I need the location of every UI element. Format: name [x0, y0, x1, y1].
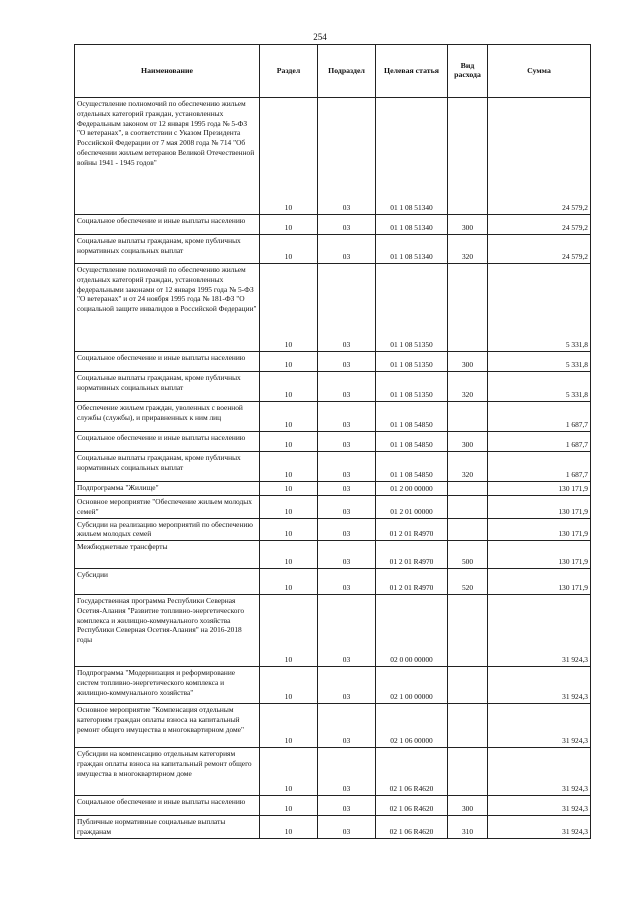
table-row: [75, 402, 591, 432]
cell-amount: 1 687,7: [488, 402, 591, 432]
cell-name: Субсидии: [75, 569, 260, 595]
cell-name: Государственная программа Республики Северная Осетия-Алания "Развитие топливно-энергетического комплекса и жилищно-коммунального хозяйства Республики Северная Осетия-Алания" на 2016-2018 годы: [75, 595, 260, 667]
cell-section: 10: [260, 541, 318, 569]
cell-name: Обеспечение жильем граждан, уволенных с военной службы (службы), и приравненных к ним лиц: [75, 402, 260, 432]
cell-expense-type: 520: [448, 569, 488, 595]
cell-section: 10: [260, 482, 318, 496]
cell-amount: 31 924,3: [488, 704, 591, 748]
table-row: [75, 595, 591, 667]
cell-subsection: 03: [318, 667, 376, 704]
cell-subsection: 03: [318, 595, 376, 667]
cell-subsection: 03: [318, 235, 376, 264]
cell-expense-type: [448, 518, 488, 541]
cell-target: 02 1 06 R4620: [376, 796, 448, 816]
cell-amount: 24 579,2: [488, 98, 591, 215]
cell-section: 10: [260, 452, 318, 482]
cell-target: 01 2 01 00000: [376, 496, 448, 519]
cell-subsection: 03: [318, 432, 376, 452]
cell-name: Межбюджетные трансферты: [75, 541, 260, 569]
column-header-section: Раздел: [260, 45, 318, 98]
cell-expense-type: 300: [448, 352, 488, 372]
cell-subsection: 03: [318, 372, 376, 402]
table-row: [75, 569, 591, 595]
cell-expense-type: 500: [448, 541, 488, 569]
cell-subsection: 03: [318, 352, 376, 372]
table-row: [75, 748, 591, 796]
cell-expense-type: [448, 496, 488, 519]
table-row: [75, 704, 591, 748]
cell-subsection: 03: [318, 796, 376, 816]
cell-amount: 31 924,3: [488, 748, 591, 796]
cell-subsection: 03: [318, 98, 376, 215]
cell-amount: 31 924,3: [488, 816, 591, 839]
column-header-expense-type: Вид расхода: [448, 45, 488, 98]
cell-section: 10: [260, 235, 318, 264]
cell-amount: 130 171,9: [488, 541, 591, 569]
cell-expense-type: 320: [448, 372, 488, 402]
cell-section: 10: [260, 372, 318, 402]
cell-expense-type: 300: [448, 432, 488, 452]
cell-name: Субсидии на компенсацию отдельным категориям граждан оплаты взноса на капитальный ремонт общего имущества в многоквартирном доме: [75, 748, 260, 796]
cell-name: Социальные выплаты гражданам, кроме публичных нормативных социальных выплат: [75, 372, 260, 402]
cell-expense-type: 320: [448, 235, 488, 264]
cell-subsection: 03: [318, 541, 376, 569]
cell-section: 10: [260, 704, 318, 748]
cell-section: 10: [260, 402, 318, 432]
column-header-amount: Сумма: [488, 45, 591, 98]
cell-subsection: 03: [318, 452, 376, 482]
cell-target: 01 1 08 51340: [376, 235, 448, 264]
cell-target: 02 1 06 R4620: [376, 816, 448, 839]
table-row: [75, 496, 591, 519]
cell-section: 10: [260, 352, 318, 372]
cell-target: 01 1 08 51340: [376, 98, 448, 215]
table-row: [75, 518, 591, 541]
cell-expense-type: [448, 264, 488, 352]
cell-name: Социальное обеспечение и иные выплаты населению: [75, 215, 260, 235]
cell-amount: 130 171,9: [488, 482, 591, 496]
cell-expense-type: 300: [448, 796, 488, 816]
cell-name: Подпрограмма "Модернизация и реформирование систем топливно-энергетического комплекса и жилищно-коммунального хозяйства": [75, 667, 260, 704]
cell-target: 02 0 00 00000: [376, 595, 448, 667]
table-row: [75, 235, 591, 264]
cell-subsection: 03: [318, 748, 376, 796]
column-header-name: Наименование: [75, 45, 260, 98]
cell-name: Основное мероприятие "Компенсация отдельным категориям граждан оплаты взноса на капитальный ремонт общего имущества в многоквартирном доме": [75, 704, 260, 748]
cell-section: 10: [260, 432, 318, 452]
table-row: [75, 482, 591, 496]
cell-expense-type: 320: [448, 452, 488, 482]
cell-amount: 5 331,8: [488, 352, 591, 372]
cell-expense-type: [448, 402, 488, 432]
cell-amount: 130 171,9: [488, 496, 591, 519]
cell-target: 01 1 08 54850: [376, 452, 448, 482]
cell-amount: 5 331,8: [488, 264, 591, 352]
cell-expense-type: 300: [448, 215, 488, 235]
cell-name: Социальные выплаты гражданам, кроме публичных нормативных социальных выплат: [75, 235, 260, 264]
column-header-subsection: Подраздел: [318, 45, 376, 98]
cell-subsection: 03: [318, 816, 376, 839]
cell-target: 02 1 00 00000: [376, 667, 448, 704]
cell-amount: 24 579,2: [488, 215, 591, 235]
cell-amount: 1 687,7: [488, 452, 591, 482]
cell-target: 01 2 00 00000: [376, 482, 448, 496]
cell-target: 01 1 08 54850: [376, 402, 448, 432]
cell-amount: 130 171,9: [488, 518, 591, 541]
cell-subsection: 03: [318, 704, 376, 748]
column-header-target: Целевая статья: [376, 45, 448, 98]
cell-amount: 1 687,7: [488, 432, 591, 452]
cell-expense-type: [448, 704, 488, 748]
cell-target: 01 2 01 R4970: [376, 569, 448, 595]
cell-amount: 31 924,3: [488, 595, 591, 667]
cell-section: 10: [260, 569, 318, 595]
table-row: [75, 452, 591, 482]
cell-subsection: 03: [318, 569, 376, 595]
cell-name: Публичные нормативные социальные выплаты гражданам: [75, 816, 260, 839]
cell-amount: 24 579,2: [488, 235, 591, 264]
cell-expense-type: [448, 595, 488, 667]
cell-name: Основное мероприятие "Обеспечение жильем молодых семей": [75, 496, 260, 519]
cell-target: 02 1 06 00000: [376, 704, 448, 748]
cell-target: 01 1 08 54850: [376, 432, 448, 452]
table-row: [75, 352, 591, 372]
cell-section: 10: [260, 667, 318, 704]
table-row: [75, 372, 591, 402]
cell-subsection: 03: [318, 215, 376, 235]
cell-name: Социальное обеспечение и иные выплаты населению: [75, 352, 260, 372]
table-row: [75, 796, 591, 816]
cell-amount: 5 331,8: [488, 372, 591, 402]
cell-target: 01 1 08 51350: [376, 264, 448, 352]
cell-subsection: 03: [318, 264, 376, 352]
cell-section: 10: [260, 595, 318, 667]
cell-amount: 31 924,3: [488, 667, 591, 704]
cell-name: Подпрограмма "Жилище": [75, 482, 260, 496]
cell-section: 10: [260, 264, 318, 352]
table-row: [75, 264, 591, 352]
cell-target: 01 1 08 51350: [376, 372, 448, 402]
cell-subsection: 03: [318, 402, 376, 432]
cell-expense-type: [448, 748, 488, 796]
cell-expense-type: 310: [448, 816, 488, 839]
table-row: [75, 432, 591, 452]
cell-section: 10: [260, 518, 318, 541]
cell-subsection: 03: [318, 496, 376, 519]
table-row: [75, 98, 591, 215]
cell-name: Осуществление полномочий по обеспечению жильем отдельных категорий граждан, установленных Федеральным законом от 12 января 1995 года № 5-ФЗ "О ветеранах", в соответствии с Указом Президента Российской Федерации от 7 мая 2008 года № 714 "Об обеспечении жильем ветеранов Великой Отечественной войны 1941 - 1945 годов": [75, 98, 260, 215]
cell-section: 10: [260, 748, 318, 796]
cell-section: 10: [260, 816, 318, 839]
cell-target: 01 1 08 51350: [376, 352, 448, 372]
cell-section: 10: [260, 796, 318, 816]
cell-name: Осуществление полномочий по обеспечению жильем отдельных категорий граждан, установленных федеральными законами от 12 января 1995 года № 5-ФЗ "О ветеранах" и от 24 ноября 1995 года № 181-ФЗ "О социальной защите инвалидов в Российской Федерации": [75, 264, 260, 352]
cell-expense-type: [448, 667, 488, 704]
cell-subsection: 03: [318, 518, 376, 541]
table-row: [75, 215, 591, 235]
page-number: 254: [313, 32, 327, 42]
cell-name: Субсидии на реализацию мероприятий по обеспечению жильем молодых семей: [75, 518, 260, 541]
cell-section: 10: [260, 98, 318, 215]
cell-section: 10: [260, 215, 318, 235]
table-row: [75, 816, 591, 839]
table-header-row: [75, 45, 591, 98]
cell-amount: 31 924,3: [488, 796, 591, 816]
cell-target: 01 2 01 R4970: [376, 518, 448, 541]
cell-expense-type: [448, 98, 488, 215]
cell-expense-type: [448, 482, 488, 496]
cell-subsection: 03: [318, 482, 376, 496]
cell-target: 01 2 01 R4970: [376, 541, 448, 569]
cell-section: 10: [260, 496, 318, 519]
cell-amount: 130 171,9: [488, 569, 591, 595]
cell-name: Социальное обеспечение и иные выплаты населению: [75, 796, 260, 816]
cell-name: Социальное обеспечение и иные выплаты населению: [75, 432, 260, 452]
cell-target: 01 1 08 51340: [376, 215, 448, 235]
table-row: [75, 667, 591, 704]
cell-target: 02 1 06 R4620: [376, 748, 448, 796]
table-row: [75, 541, 591, 569]
cell-name: Социальные выплаты гражданам, кроме публичных нормативных социальных выплат: [75, 452, 260, 482]
budget-table: [74, 44, 591, 839]
